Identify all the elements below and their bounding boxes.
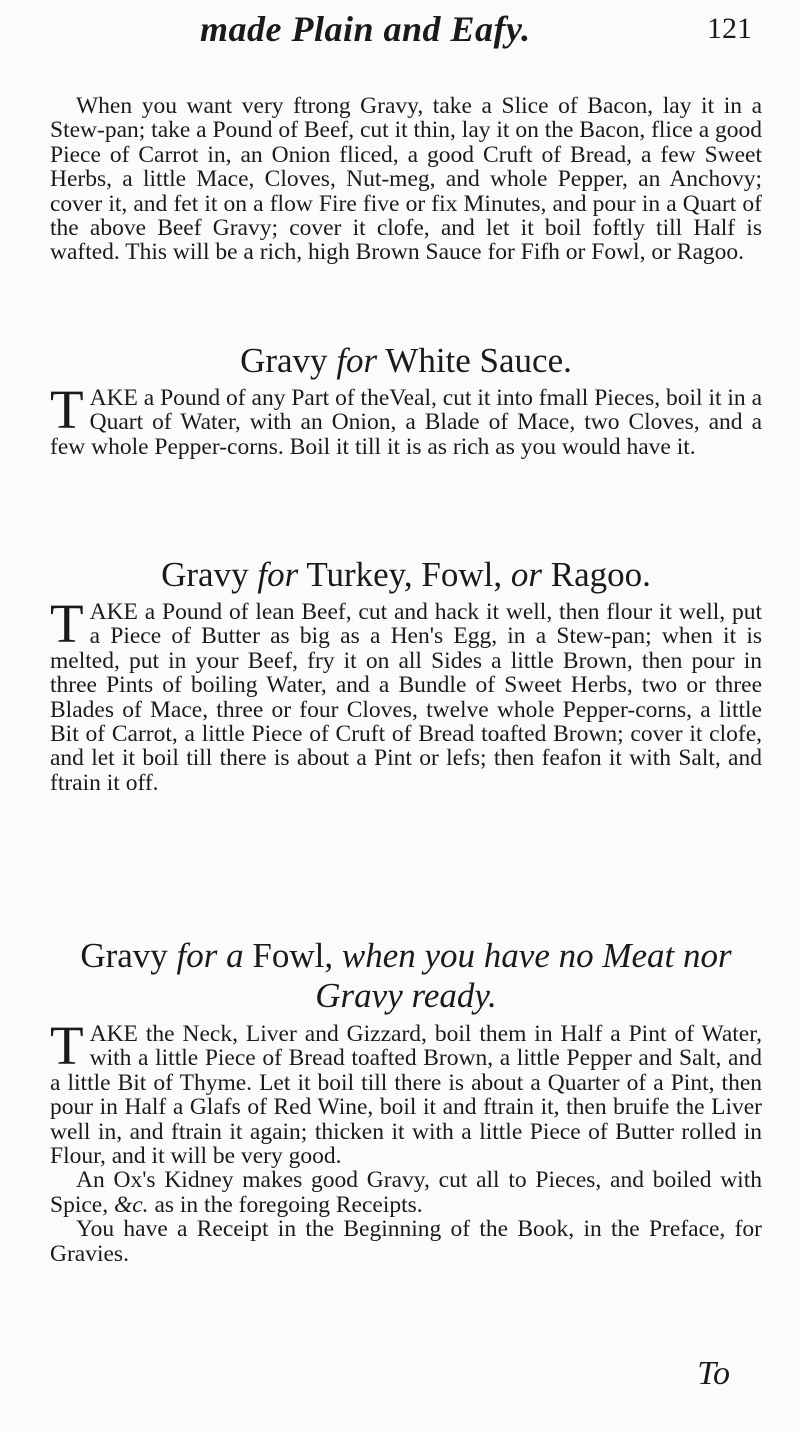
heading-part: Fowl, [243, 936, 342, 975]
section-heading [50, 936, 762, 1016]
section-text: AKE a Pound of any Part of theVeal, cut it into fmall Pieces, boil it in a Quart of Water, with an Onion, a Blade of Mace, two Cloves, and a few whole Pepper-corns. Boil it till it is as rich as you would have it. [50, 385, 762, 460]
extra-text: An Ox's Kidney makes good Gravy, cut all to Pieces, and boiled with Spice, [50, 1167, 762, 1218]
heading-italic: for a [176, 936, 244, 975]
heading-part: White Sauce. [377, 341, 572, 380]
drop-cap: T [50, 593, 84, 654]
catchword: To [697, 1355, 730, 1392]
heading-part: Gravy [240, 341, 337, 380]
section-text: AKE the Neck, Liver and Gizzard, boil them in Half a Pint of Water, with a little Piece of Bread toafted Brown, a little Pepper and Salt, and a little Bit of Thyme. Let it boil till there is about a Quarter of a Pint, then pour in Half a Glafs of Red Wine, boil it and ftrain it, then bruife the Liver well in, and ftrain it again; thicken it with a little Piece of Butter rolled in Flour, and it will be very good. [50, 1021, 762, 1170]
heading-part: Gravy [161, 555, 258, 594]
running-title: made Plain and Eafy. [200, 9, 531, 49]
section-body [50, 1015, 762, 1267]
intro-text: When you want very ftrong Gravy, take a Slice of Bacon, lay it in a Stew-pan; take a Pound of Beef, cut it thin, lay it on the Bacon, flice a good Piece of Carrot in, an Onion fliced, a good Cruft of Bread, a few Sweet Herbs, a little Mace, Cloves, Nut-meg, and whole Pepper, an Anchovy; cover it, and fet it on a flow Fire five or fix Minutes, and pour in a Quart of the above Beef Gravy; cover it clofe, and let it boil foftly till Half is wafted. This will be a rich, high Brown Sauce for Fifh or Fowl, or Ragoo. [50, 93, 762, 266]
running-header [0, 6, 800, 66]
section-white-sauce [50, 341, 762, 460]
extra-paragraph: You have a Receipt in the Beginning of the Book, in the Preface, for Gravies. [50, 1216, 762, 1267]
intro-paragraph [50, 94, 762, 265]
section-heading [50, 342, 762, 380]
heading-part: Ragoo. [541, 555, 651, 594]
section-fowl [50, 936, 762, 1267]
section-body [50, 379, 762, 460]
page-number: 121 [707, 12, 752, 45]
etc-italic: &c. [113, 1191, 149, 1218]
heading-italic: when you have no Meat nor Gravy ready. [315, 936, 732, 1015]
heading-italic: or [510, 555, 542, 594]
extra-text-end: as in the foregoing Receipts. [148, 1191, 423, 1218]
section-text: AKE a Pound of lean Beef, cut and hack it well, then flour it well, put a Piece of Butter as big as a Hen's Egg, in a Stew-pan; when it is melted, put in your Beef, fry it on all Sides a little Brown, then pour in three Pints of boiling Water, and a Bundle of Sweet Herbs, two or three Blades of Mace, three or four Cloves, twelve whole Pepper-corns, a little Bit of Carrot, a little Piece of Cruft of Bread toafted Brown; cover it clofe, and let it boil till there is about a Pint or lefs; then feafon it with Salt, and ftrain it off. [50, 599, 762, 796]
heading-part: Gravy [80, 936, 177, 975]
heading-italic: for [257, 555, 299, 594]
heading-italic: for [336, 341, 378, 380]
extra-paragraph [50, 1168, 762, 1217]
section-body [50, 593, 762, 796]
drop-cap: T [50, 1015, 84, 1076]
section-heading [50, 556, 762, 594]
heading-part: Turkey, Fowl, [298, 555, 511, 594]
drop-cap: T [50, 379, 84, 440]
section-turkey [50, 555, 762, 796]
